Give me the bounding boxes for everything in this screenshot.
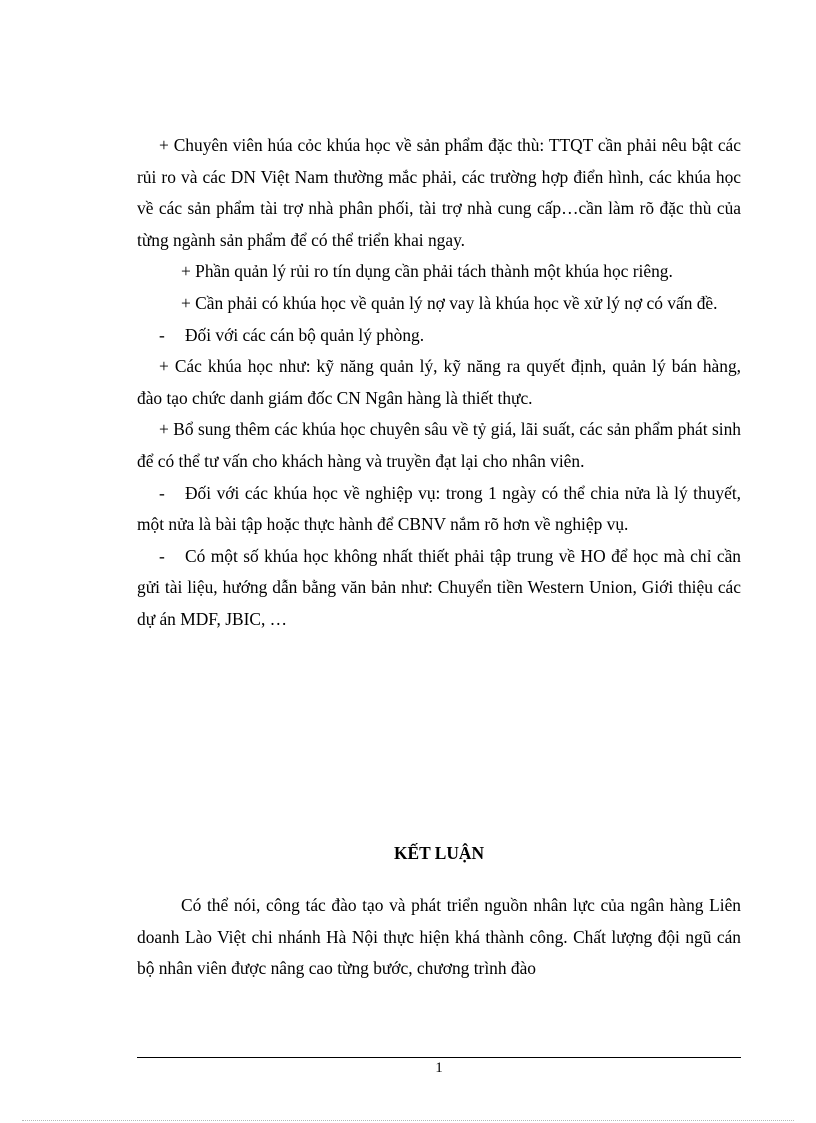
paragraph-management-courses: + Các khúa học như: kỹ năng quản lý, kỹ năng ra quyết định, quản lý bán hàng, đào tạo chức danh giám đốc CN Ngân hàng là thiết thực. (137, 356, 741, 408)
conclusion-heading: KẾT LUẬN (393, 843, 485, 863)
conclusion-paragraph: Có thể nói, công tác đào tạo và phát triển nguồn nhân lực của ngân hàng Liên doanh Lào Việt chi nhánh Hà Nội thực hiện khá thành công. Chất lượng đội ngũ cán bộ nhân viên được nâng cao từng bước, chương trình đào (137, 895, 741, 979)
paragraph-loan-management: + Cần phải có khúa học về quản lý nợ vay là khúa học về xử lý nợ có vấn đề. (181, 292, 718, 313)
list-item-text: Đối với các khúa học về nghiệp vụ: trong 1 ngày có thể chia nửa là lý thuyết, một nửa là bài tập hoặc thực hành để CBNV nắm rõ hơn về nghiệp vụ. (137, 482, 741, 535)
page-break-divider (22, 1120, 794, 1121)
conclusion-section (137, 890, 741, 985)
list-item-managers (137, 320, 741, 352)
page-number: 1 (435, 1060, 443, 1076)
body-text (137, 130, 741, 636)
dash-marker: - (159, 324, 165, 345)
paragraph-specialized-courses: + Chuyên viên húa cỏc khúa học về sản phẩm đặc thù: TTQT cần phải nêu bật các rủi ro và các DN Việt Nam thường mắc phải, các trường hợp điển hình, các khúa học về các sản phẩm tài trợ nhà phân phối, tài trợ nhà cung cấp…cần làm rõ đặc thù của từng ngành sản phẩm để có thể triển khai ngay. (137, 135, 741, 250)
list-item-professional-courses (137, 478, 741, 541)
paragraph-credit-risk: + Phần quản lý rủi ro tín dụng cần phải tách thành một khúa học riêng. (181, 261, 673, 282)
list-item-remote-courses (137, 541, 741, 636)
list-item-text: Có một số khúa học không nhất thiết phải tập trung về HO để học mà chỉ cần gửi tài liệu, hướng dẫn bằng văn bản như: Chuyển tiền Western Union, Giới thiệu các dự án MDF, JBIC, … (137, 545, 741, 629)
paragraph-advanced-courses: + Bổ sung thêm các khúa học chuyên sâu về tỷ giá, lãi suất, các sản phẩm phát sinh để có thể tư vấn cho khách hàng và truyền đạt lại cho nhân viên. (137, 419, 741, 471)
dash-marker: - (159, 545, 165, 566)
dash-marker: - (159, 482, 165, 503)
list-item-text: Đối với các cán bộ quản lý phòng. (185, 324, 425, 345)
